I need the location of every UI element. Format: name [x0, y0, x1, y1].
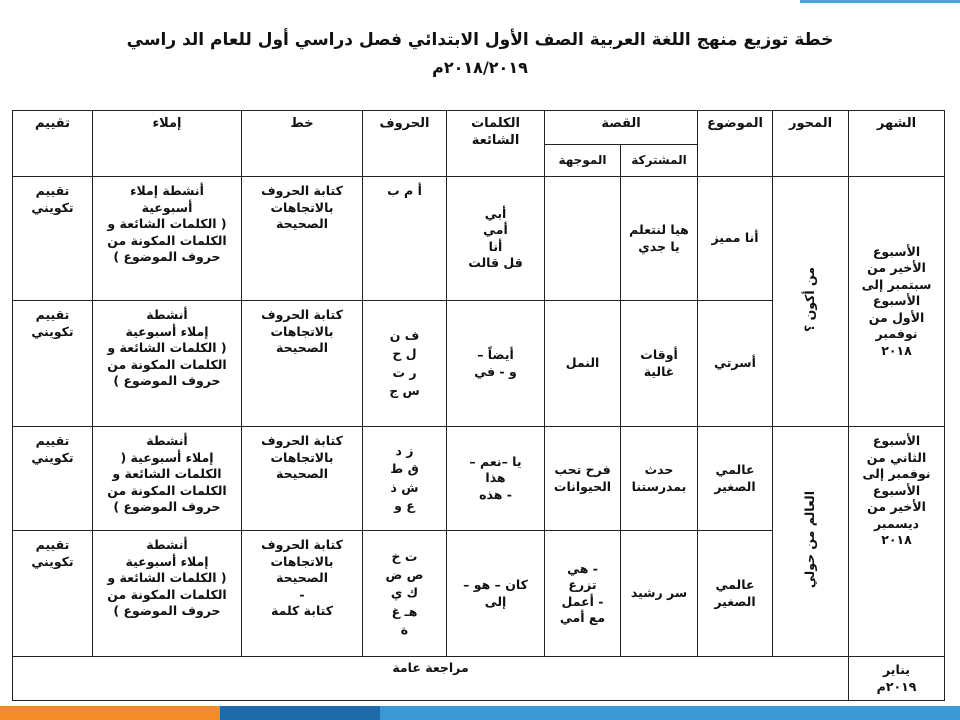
- shared-story-cell: أوقات غالية: [621, 301, 698, 427]
- header-calligraphy: خط: [242, 111, 363, 177]
- bottom-bar-dark-segment: [220, 706, 380, 720]
- axis-cell: [773, 177, 849, 427]
- header-dictation: إملاء: [93, 111, 242, 177]
- header-month: الشهر: [849, 111, 945, 177]
- assessment-cell: تقييم تكويني: [13, 301, 93, 427]
- calligraphy-cell: كتابة الحروف بالاتجاهات الصحيحة: [242, 177, 363, 301]
- assessment-cell: تقييم تكويني: [13, 531, 93, 657]
- guided-story-cell: النمل: [545, 301, 621, 427]
- topic-cell: أسرتي: [698, 301, 773, 427]
- table-row: [13, 177, 945, 301]
- calligraphy-cell: كتابة الحروف بالاتجاهات الصحيحة - كتابة كلمة: [242, 531, 363, 657]
- dictation-cell: أنشطة إملاء أسبوعية ( الكلمات الشائعة و الكلمات المكونة من حروف الموضوع ): [93, 177, 242, 301]
- header-story-guided: الموجهة: [545, 145, 621, 177]
- month-cell: الأسبوع الثاني من نوفمبر إلى الأسبوع الأخير من ديسمبر ٢٠١٨: [849, 427, 945, 657]
- shared-story-cell: هيا لنتعلم يا جدي: [621, 177, 698, 301]
- page-title: خطة توزيع منهج اللغة العربية الصف الأول الابتدائي فصل دراسي أول للعام الد راسي: [126, 30, 834, 50]
- month-cell: الأسبوع الأخير من سبتمبر إلى الأسبوع الأول من نوفمبر ٢٠١٨: [849, 177, 945, 427]
- header-topic: الموضوع: [698, 111, 773, 177]
- guided-story-cell: فرح تحب الحيوانات: [545, 427, 621, 531]
- curriculum-table: [12, 110, 945, 701]
- calligraphy-cell: كتابة الحروف بالاتجاهات الصحيحة: [242, 427, 363, 531]
- bottom-decoration-bar: [0, 706, 960, 720]
- bottom-bar-orange-segment: [0, 706, 220, 720]
- guided-story-cell: [545, 177, 621, 301]
- header-assessment: تقييم: [13, 111, 93, 177]
- common-words-cell: كان – هو – إلى: [447, 531, 545, 657]
- axis-label: العالم من حولي: [802, 490, 818, 588]
- title-block: [0, 30, 960, 77]
- header-row: [13, 111, 945, 145]
- assessment-cell: تقييم تكويني: [13, 177, 93, 301]
- axis-cell: [773, 427, 849, 657]
- table-row-review: [13, 657, 945, 701]
- axis-label: من أكون ؟: [802, 266, 818, 332]
- letters-cell: أ م ب: [363, 177, 447, 301]
- top-accent-line: [800, 0, 960, 3]
- shared-story-cell: حدث بمدرستنا: [621, 427, 698, 531]
- calligraphy-cell: كتابة الحروف بالاتجاهات الصحيحة: [242, 301, 363, 427]
- assessment-cell: تقييم تكويني: [13, 427, 93, 531]
- guided-story-cell: - هي تزرع - أعمل مع أمي: [545, 531, 621, 657]
- dictation-cell: أنشطة إملاء أسبوعية ( الكلمات الشائعة و الكلمات المكونة من حروف الموضوع ): [93, 531, 242, 657]
- month-cell: يناير ٢٠١٩م: [849, 657, 945, 701]
- topic-cell: عالمي الصغير: [698, 427, 773, 531]
- topic-cell: أنا مميز: [698, 177, 773, 301]
- header-letters: الحروف: [363, 111, 447, 177]
- header-axis: المحور: [773, 111, 849, 177]
- table-row: [13, 427, 945, 531]
- shared-story-cell: سر رشيد: [621, 531, 698, 657]
- common-words-cell: أبي أمي أنا قل قالت: [447, 177, 545, 301]
- dictation-cell: أنشطة إملاء أسبوعية ( الكلمات الشائعة و الكلمات المكونة من حروف الموضوع ): [93, 427, 242, 531]
- letters-cell: ت خ ص ض ك ي هـ غ ة: [363, 531, 447, 657]
- header-story-shared: المشتركة: [621, 145, 698, 177]
- common-words-cell: أيضاً – و - في: [447, 301, 545, 427]
- dictation-cell: أنشطة إملاء أسبوعية ( الكلمات الشائعة و الكلمات المكونة من حروف الموضوع ): [93, 301, 242, 427]
- letters-cell: ز د ق ط ش ذ ع و: [363, 427, 447, 531]
- academic-year: ٢٠١٨/٢٠١٩م: [432, 58, 528, 77]
- common-words-cell: يا –نعم – هذا - هذه: [447, 427, 545, 531]
- topic-cell: عالمي الصغير: [698, 531, 773, 657]
- general-review-cell: مراجعة عامة: [13, 657, 849, 701]
- letters-cell: ف ن ل ح ر ت س ج: [363, 301, 447, 427]
- header-common-words: الكلمات الشائعة: [447, 111, 545, 177]
- header-story: القصة: [545, 111, 698, 145]
